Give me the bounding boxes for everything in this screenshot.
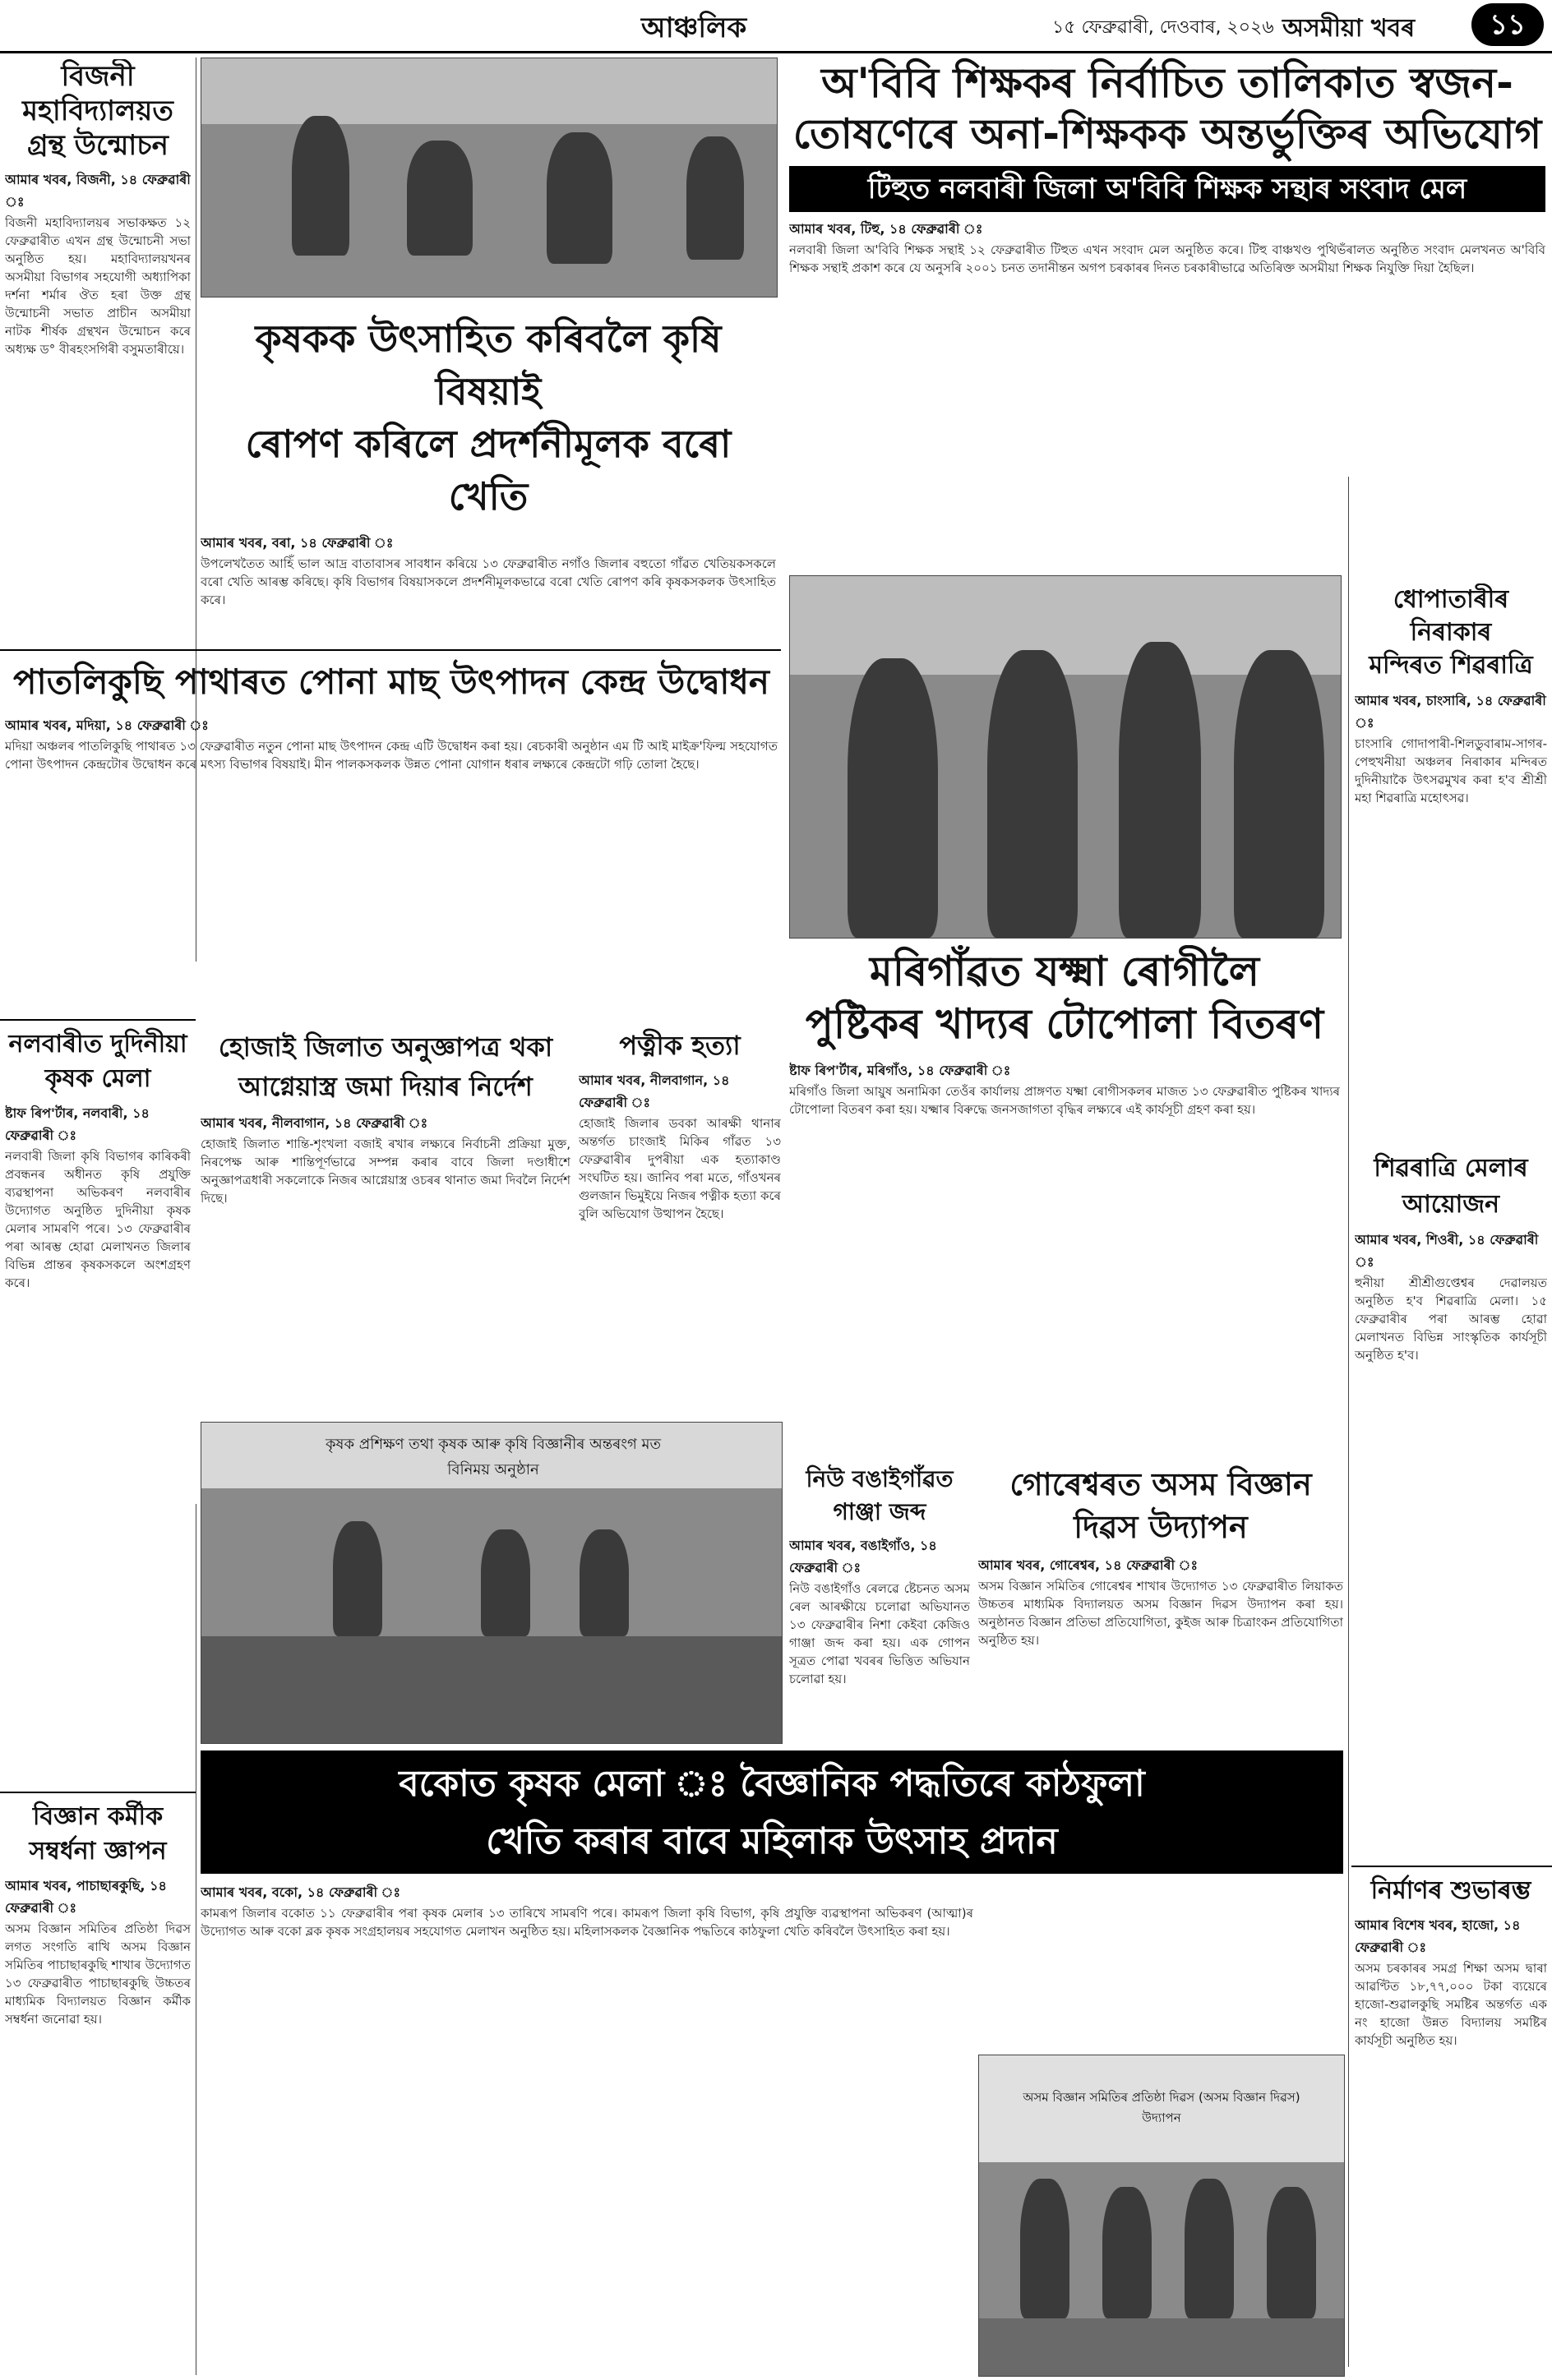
byline: আমাৰ খবৰ, চাংসাৰি, ১৪ ফেব্ৰুৱাৰী ঃ xyxy=(1355,693,1546,731)
byline: ষ্টাফ ৰিপ'ৰ্টাৰ, মৰিগাঁও, ১৪ ফেব্ৰুৱাৰী ঃ xyxy=(789,1063,1011,1078)
bakot-headline-banner xyxy=(201,1750,1343,1874)
page-header xyxy=(0,0,1552,53)
article-body: কামৰূপ জিলাৰ বকোত ১১ ফেব্ৰুৱাৰীৰ পৰা কৃষক মেলাৰ ১৩ তাৰিখে সামৰণি পৰে। কামৰূপ জিলা কৃষি বিভাগ, কৃষি প্ৰযুক্তি ব্যৱস্থাপনা অভিকৰণ (আত্মা)ৰ উদ্যোগত আৰু বকো ব্লক কৃষক সংগ্ৰহালয়ৰ সহযোগত মেলাখন অনুষ্ঠিত হয়। মহিলাসকলক বৈজ্ঞানিক পদ্ধতিৰে কাঠফুলা খেতি কৰিবলৈ উৎসাহিত কৰা হয়। xyxy=(201,1906,973,1939)
headline: শিৱৰাত্ৰি মেলাৰ আয়োজন xyxy=(1374,1154,1528,1219)
article-fish xyxy=(5,657,778,1011)
article-body: হুনীয়া শ্ৰীশ্ৰীগুপ্তেশ্বৰ দেৱালয়ত অনুষ্ঠিত হ'ব শিৱৰাত্ৰি মেলা। ১৫ ফেব্ৰুৱাৰীৰ পৰা আৰম্ভ হোৱা মেলাখনত বিভিন্ন সাংস্কৃতিক কাৰ্যসূচী অনুষ্ঠিত হ'ব। xyxy=(1355,1275,1547,1363)
article-body: উপলেখতৈত আহিঁ ভাল আদ্ৰ বাতাবাসৰ সাবধান কৰিয়ে ১৩ ফেব্ৰুৱাৰীত নগাঁও জিলাৰ বহুতো গাঁৱত খেতিয়কসকলে বৰো খেতি আৰম্ভ কৰিছে। কৃষি বিভাগৰ বিষয়াসকলে প্ৰদৰ্শনীমূলকভাৱে বৰো খেতি ৰোপণ কৰি কৃষকসকলক উৎসাহিত কৰে। xyxy=(201,556,776,607)
article-hojai xyxy=(201,1027,570,1414)
issue-date: ১৫ ফেব্ৰুৱাৰী, দেওবাৰ, ২০২৬ xyxy=(1052,17,1274,38)
headline-line1: হোজাই জিলাত অনুজ্ঞাপত্ৰ থকা xyxy=(218,1031,553,1063)
headline-line1: কৃষকক উৎসাহিত কৰিবলৈ কৃষি বিষয়াই xyxy=(255,316,722,413)
article-nirman xyxy=(1355,1874,1547,2375)
rule xyxy=(0,1019,196,1021)
byline: আমাৰ খবৰ, নীলবাগান, ১৪ ফেব্ৰুৱাৰী ঃ xyxy=(579,1072,730,1110)
byline: আমাৰ খবৰ, পাচাছাৰকুছি, ১৪ ফেব্ৰুৱাৰী ঃ xyxy=(5,1878,167,1916)
rule xyxy=(0,1792,196,1793)
article-science-worker xyxy=(5,1800,191,2375)
science-photo xyxy=(978,2055,1345,2377)
byline: আমাৰ খবৰ, বৰা, ১৪ ফেব্ৰুৱাৰী ঃ xyxy=(201,535,394,551)
headline: পত্নীক হত্যা xyxy=(619,1030,741,1061)
headline-line1: নিউ বঙাইগাঁৱত xyxy=(806,1465,954,1492)
article-dhopatari xyxy=(1355,583,1547,1142)
byline: আমাৰ খবৰ, বঙাইগাঁও, ১৪ ফেব্ৰুৱাৰী ঃ xyxy=(789,1538,937,1575)
headline-line2: গাঞ্জা জব্দ xyxy=(833,1498,926,1525)
headline-line1: গোৰেশ্বৰত অসম বিজ্ঞান xyxy=(1009,1466,1312,1502)
rice-field-photo xyxy=(201,58,778,298)
headline-line2: পুষ্টিকৰ খাদ্যৰ টোপোলা বিতৰণ xyxy=(805,1000,1324,1048)
page-number: ১১ xyxy=(1471,3,1544,46)
headline-line1: ধোপাতাৰীৰ নিৰাকাৰ xyxy=(1393,585,1509,647)
subhead-banner: টিহুত নলবাৰী জিলা অ'বিবি শিক্ষক সন্থাৰ সংবাদ মেল xyxy=(789,166,1545,212)
article-tb-food xyxy=(789,945,1340,1455)
article-body: অসম বিজ্ঞান সমিতিৰ গোৰেশ্বৰ শাখাৰ উদ্যোগত ১৩ ফেব্ৰুৱাৰীত লিয়াকত উচ্চতৰ মাধ্যমিক বিদ্যালয়ত অসম বিজ্ঞান দিৱস উদ্যাপন কৰা হয়। অনুষ্ঠানত বিজ্ঞান প্ৰতিভা প্ৰতিযোগিতা, কুইজ আৰু চিত্ৰাংকন প্ৰতিযোগিতা অনুষ্ঠিত হয়। xyxy=(978,1579,1343,1648)
byline: ষ্টাফ ৰিপ'ৰ্টাৰ, নলবাৰী, ১৪ ফেব্ৰুৱাৰী ঃ xyxy=(5,1105,150,1143)
byline: আমাৰ বিশেষ খবৰ, হাজো, ১৪ ফেব্ৰুৱাৰী ঃ xyxy=(1355,1917,1521,1955)
headline: বিজ্ঞান কৰ্মীক সম্বৰ্ধনা জ্ঞাপন xyxy=(29,1802,167,1866)
meeting-photo xyxy=(201,1422,783,1744)
headline-line2: খেতি কৰাৰ বাবে মহিলাক উৎসাহ প্ৰদান xyxy=(486,1820,1058,1862)
byline: আমাৰ খবৰ, বকো, ১৪ ফেব্ৰুৱাৰী ঃ xyxy=(201,1884,401,1900)
byline: আমাৰ খবৰ, বিজনী, ১৪ ফেব্ৰুৱাৰী ঃ xyxy=(5,172,191,210)
section-title: আঞ্চলিক xyxy=(641,12,747,44)
headline-line1: বকোত কৃষক মেলা ঃ বৈজ্ঞানিক পদ্ধতিৰে কাঠফুলা xyxy=(399,1763,1145,1805)
newspaper-brand: অসমীয়া খবৰ xyxy=(1282,14,1416,43)
headline: অ'বিবি শিক্ষকৰ নিৰ্বাচিত তালিকাত স্বজন-তোষণেৰে অনা-শিক্ষকক অন্তৰ্ভুক্তিৰ অভিযোগ xyxy=(792,59,1542,158)
meeting-banner: কৃষক প্ৰশিক্ষণ তথা কৃষক আৰু কৃষি বিজ্ঞানীৰ অন্তৰংগ মত বিনিময় অনুষ্ঠান xyxy=(325,1436,662,1478)
article-body: বিজনী মহাবিদ্যালয়ৰ সভাকক্ষত ১২ ফেব্ৰুৱাৰীত এখন গ্ৰন্থ উন্মোচনী সভা অনুষ্ঠিত হয়। মহাবিদ্যালয়খনৰ অসমীয়া বিভাগৰ সহযোগী অধ্যাপিকা দৰ্শনা শৰ্মাৰ ঔত হৰা উক্ত গ্ৰন্থ উন্মোচনী সভাত প্ৰাচীন অসমীয়া নাটক শীৰ্ষক গ্ৰন্থখন উন্মোচন কৰে অধ্যক্ষ ড° বীৰহংসগিৰী বসুমতাৰীয়ে। xyxy=(5,215,191,357)
article-shivratri-mela xyxy=(1355,1151,1547,1496)
article-ganja xyxy=(789,1463,970,1775)
rule xyxy=(1351,1866,1552,1867)
headline-line2: মন্দিৰত শিৱৰাত্ৰি xyxy=(1369,651,1533,680)
headline: বিজনী মহাবিদ্যালয়ত গ্ৰন্থ উন্মোচন xyxy=(22,60,173,162)
headline: পাতলিকুছি পাথাৰত পোনা মাছ উৎপাদন কেন্দ্ৰ উদ্বোধন xyxy=(13,662,769,702)
headline-line2: আগ্নেয়াস্ত্ৰ জমা দিয়াৰ নিৰ্দেশ xyxy=(238,1071,533,1102)
headline-line1: মৰিগাঁৱত যক্ষ্মা ৰোগীলৈ xyxy=(869,948,1260,995)
article-body: অসম চৰকাৰৰ সমগ্ৰ শিক্ষা অসম দ্বাৰা আৱণ্টিত ১৮,৭৭,০০০ টকা ব্যয়েৰে হাজো-শুৱালকুছি সমষ্টিৰ অন্তৰ্গত এক নং হাজো উন্নত বিদ্যালয় সমষ্টিৰ কাৰ্যসূচী অনুষ্ঠিত হয়। xyxy=(1355,1961,1547,2048)
article-body: হোজাই জিলাৰ ডবকা আৰক্ষী থানাৰ অন্তৰ্গত চাংজাই মিকিৰ গাঁৱত ১৩ ফেব্ৰুৱাৰীৰ দুপৰীয়া এক হত্যাকাণ্ড সংঘটিত হয়। জানিব পৰা মতে, গাঁওখনৰ গুলজান ভিমুইয়ে নিজৰ পত্নীক হত্যা কৰে বুলি অভিযোগ উত্থাপন হৈছে। xyxy=(579,1116,781,1221)
article-bijni xyxy=(5,59,191,700)
article-body: মদিয়া অঞ্চলৰ পাতলিকুছি পাথাৰত ১৩ ফেব্ৰুৱাৰীত নতুন পোনা মাছ উৎপাদন কেন্দ্ৰ এটি উদ্বোধন কৰা হয়। ৰেচকাৰী অনুষ্ঠান এম টি আই মাইক্ৰ'ফিল্ম সহযোগত পোনা উৎপাদন কেন্দ্ৰটোৰ উদ্বোধন কৰে মৎস্য বিভাগৰ বিষয়াই। মীন পালকসকলক উন্নত পোনা যোগান ধৰাৰ লক্ষ্যৰে কেন্দ্ৰটো গঢ়ি তোলা হৈছে। xyxy=(5,739,778,772)
article-bakot xyxy=(201,1882,973,2375)
rule xyxy=(0,649,781,651)
article-body: নলবাৰী জিলা কৃষি বিভাগৰ কাৰিকৰী প্ৰবন্ধনৰ অধীনত কৃষি প্ৰযুক্তি ব্যৱস্থাপনা অভিকৰণ নলবাৰীৰ উদ্যোগত অনুষ্ঠিত দুদিনীয়া কৃষক মেলাৰ সামৰণি পৰে। ১৩ ফেব্ৰুৱাৰীৰ পৰা আৰম্ভ হোৱা মেলাখনত জিলাৰ বিভিন্ন প্ৰান্তৰ কৃষকসকলে অংশগ্ৰহণ কৰে। xyxy=(5,1149,191,1290)
byline: আমাৰ খবৰ, মদিয়া, ১৪ ফেব্ৰুৱাৰী ঃ xyxy=(5,717,209,733)
headline-line2: দিৱস উদ্যাপন xyxy=(1074,1509,1248,1545)
article-wife-murder xyxy=(579,1027,781,1414)
article-body: চাংসাৰি গোদাপাৰী-শিলডুবাৰাম-সাগৰ-পেহুখনীয়া অঞ্চলৰ নিৰাকাৰ মন্দিৰত দুদিনীয়াকৈ উৎসৱমুখৰ কৰা হ'ব শ্ৰীশ্ৰী মহা শিৱৰাত্ৰি মহোৎসৱ। xyxy=(1355,736,1547,805)
headline: নলবাৰীত দুদিনীয়া কৃষক মেলা xyxy=(8,1030,187,1093)
headline-line2: ৰোপণ কৰিলে প্ৰদৰ্শনীমূলক বৰো খেতি xyxy=(245,422,732,519)
byline: আমাৰ খবৰ, টিহু, ১৪ ফেব্ৰুৱাৰী ঃ xyxy=(789,221,983,237)
byline: আমাৰ খবৰ, গোৰেশ্বৰ, ১৪ ফেব্ৰুৱাৰী ঃ xyxy=(978,1557,1199,1573)
science-banner: অসম বিজ্ঞান সমিতিৰ প্ৰতিষ্ঠা দিৱস (অসম বিজ্ঞান দিৱস) উদ্যাপন xyxy=(1023,2090,1300,2125)
column-rule xyxy=(1348,477,1349,2367)
article-krishak xyxy=(201,312,776,707)
article-body: হোজাই জিলাত শান্তি-শৃংখলা বজাই ৰখাৰ লক্ষ্যৰে নিৰ্বাচনী প্ৰক্ৰিয়া মুক্ত, নিৰপেক্ষ আৰু শান্তিপূৰ্ণভাৱে সম্পন্ন কৰাৰ বাবে জিলা দণ্ডাধীশে অনুজ্ঞাপত্ৰধাৰী সকলোকে নিজৰ আগ্নেয়াস্ত্ৰ ওচৰৰ থানাত জমা দিবলৈ নিৰ্দেশ দিছে। xyxy=(201,1137,570,1206)
byline: আমাৰ খবৰ, শিওৰী, ১৪ ফেব্ৰুৱাৰী ঃ xyxy=(1355,1232,1539,1270)
headline: নিৰ্মাণৰ শুভাৰম্ভ xyxy=(1370,1876,1531,1905)
article-obb-teacher xyxy=(789,58,1545,468)
tb-photo xyxy=(789,575,1342,939)
article-body: নলবাৰী জিলা অ'বিবি শিক্ষক সন্থাই ১২ ফেব্ৰুৱাৰীত টিহুত এখন সংবাদ মেল অনুষ্ঠিত কৰে। টিহু বাঞ্চখণ্ড পুথিভঁৰালত অনুষ্ঠিত সংবাদ মেলখনত অ'বিবি শিক্ষক সন্থাই প্ৰকাশ কৰে যে অনুসৰি ২০০১ চনত তদানীন্তন অগপ চৰকাৰৰ দিনত চৰকাৰীভাৱে অতিৰিক্ত অসমীয়া শিক্ষক নিযুক্তি দিয়া হৈছিল। xyxy=(789,242,1545,275)
article-body: মৰিগাঁও জিলা আয়ুষ অনামিকা তেওঁৰ কাৰ্যালয় প্ৰাঙ্গণত যক্ষ্মা ৰোগীসকলৰ মাজত ১৩ ফেব্ৰুৱাৰীত পুষ্টিকৰ খাদ্যৰ টোপোলা বিতৰণ কৰা হয়। যক্ষ্মাৰ বিৰুদ্ধে জনসজাগতা বৃদ্ধিৰ লক্ষ্যৰে এই কাৰ্যসূচী গ্ৰহণ কৰা হয়। xyxy=(789,1084,1340,1117)
article-nalbari-mela xyxy=(5,1027,191,1619)
article-body: অসম বিজ্ঞান সমিতিৰ প্ৰতিষ্ঠা দিৱস লগত সংগতি ৰাখি অসম বিজ্ঞান সমিতিৰ পাচাছাৰকুছি শাখাৰ উদ্যোগত ১৩ ফেব্ৰুৱাৰীত পাচাছাৰকুছি উচ্চতৰ মাধ্যমিক বিদ্যালয়ত বিজ্ঞান কৰ্মীক সম্বৰ্ধনা জনোৱা হয়। xyxy=(5,1921,191,2027)
article-body: নিউ বঙাইগাঁও ৰেলৱে ষ্টেচনত অসম ৰেল আৰক্ষীয়ে চলোৱা অভিযানত ১৩ ফেব্ৰুৱাৰীৰ নিশা কেইবা কেজিও গাঞ্জা জব্দ কৰা হয়। এক গোপন সূত্ৰত পোৱা খবৰৰ ভিত্তিত অভিযান চলোৱা হয়। xyxy=(789,1581,970,1686)
byline: আমাৰ খবৰ, নীলবাগান, ১৪ ফেব্ৰুৱাৰী ঃ xyxy=(201,1115,428,1131)
